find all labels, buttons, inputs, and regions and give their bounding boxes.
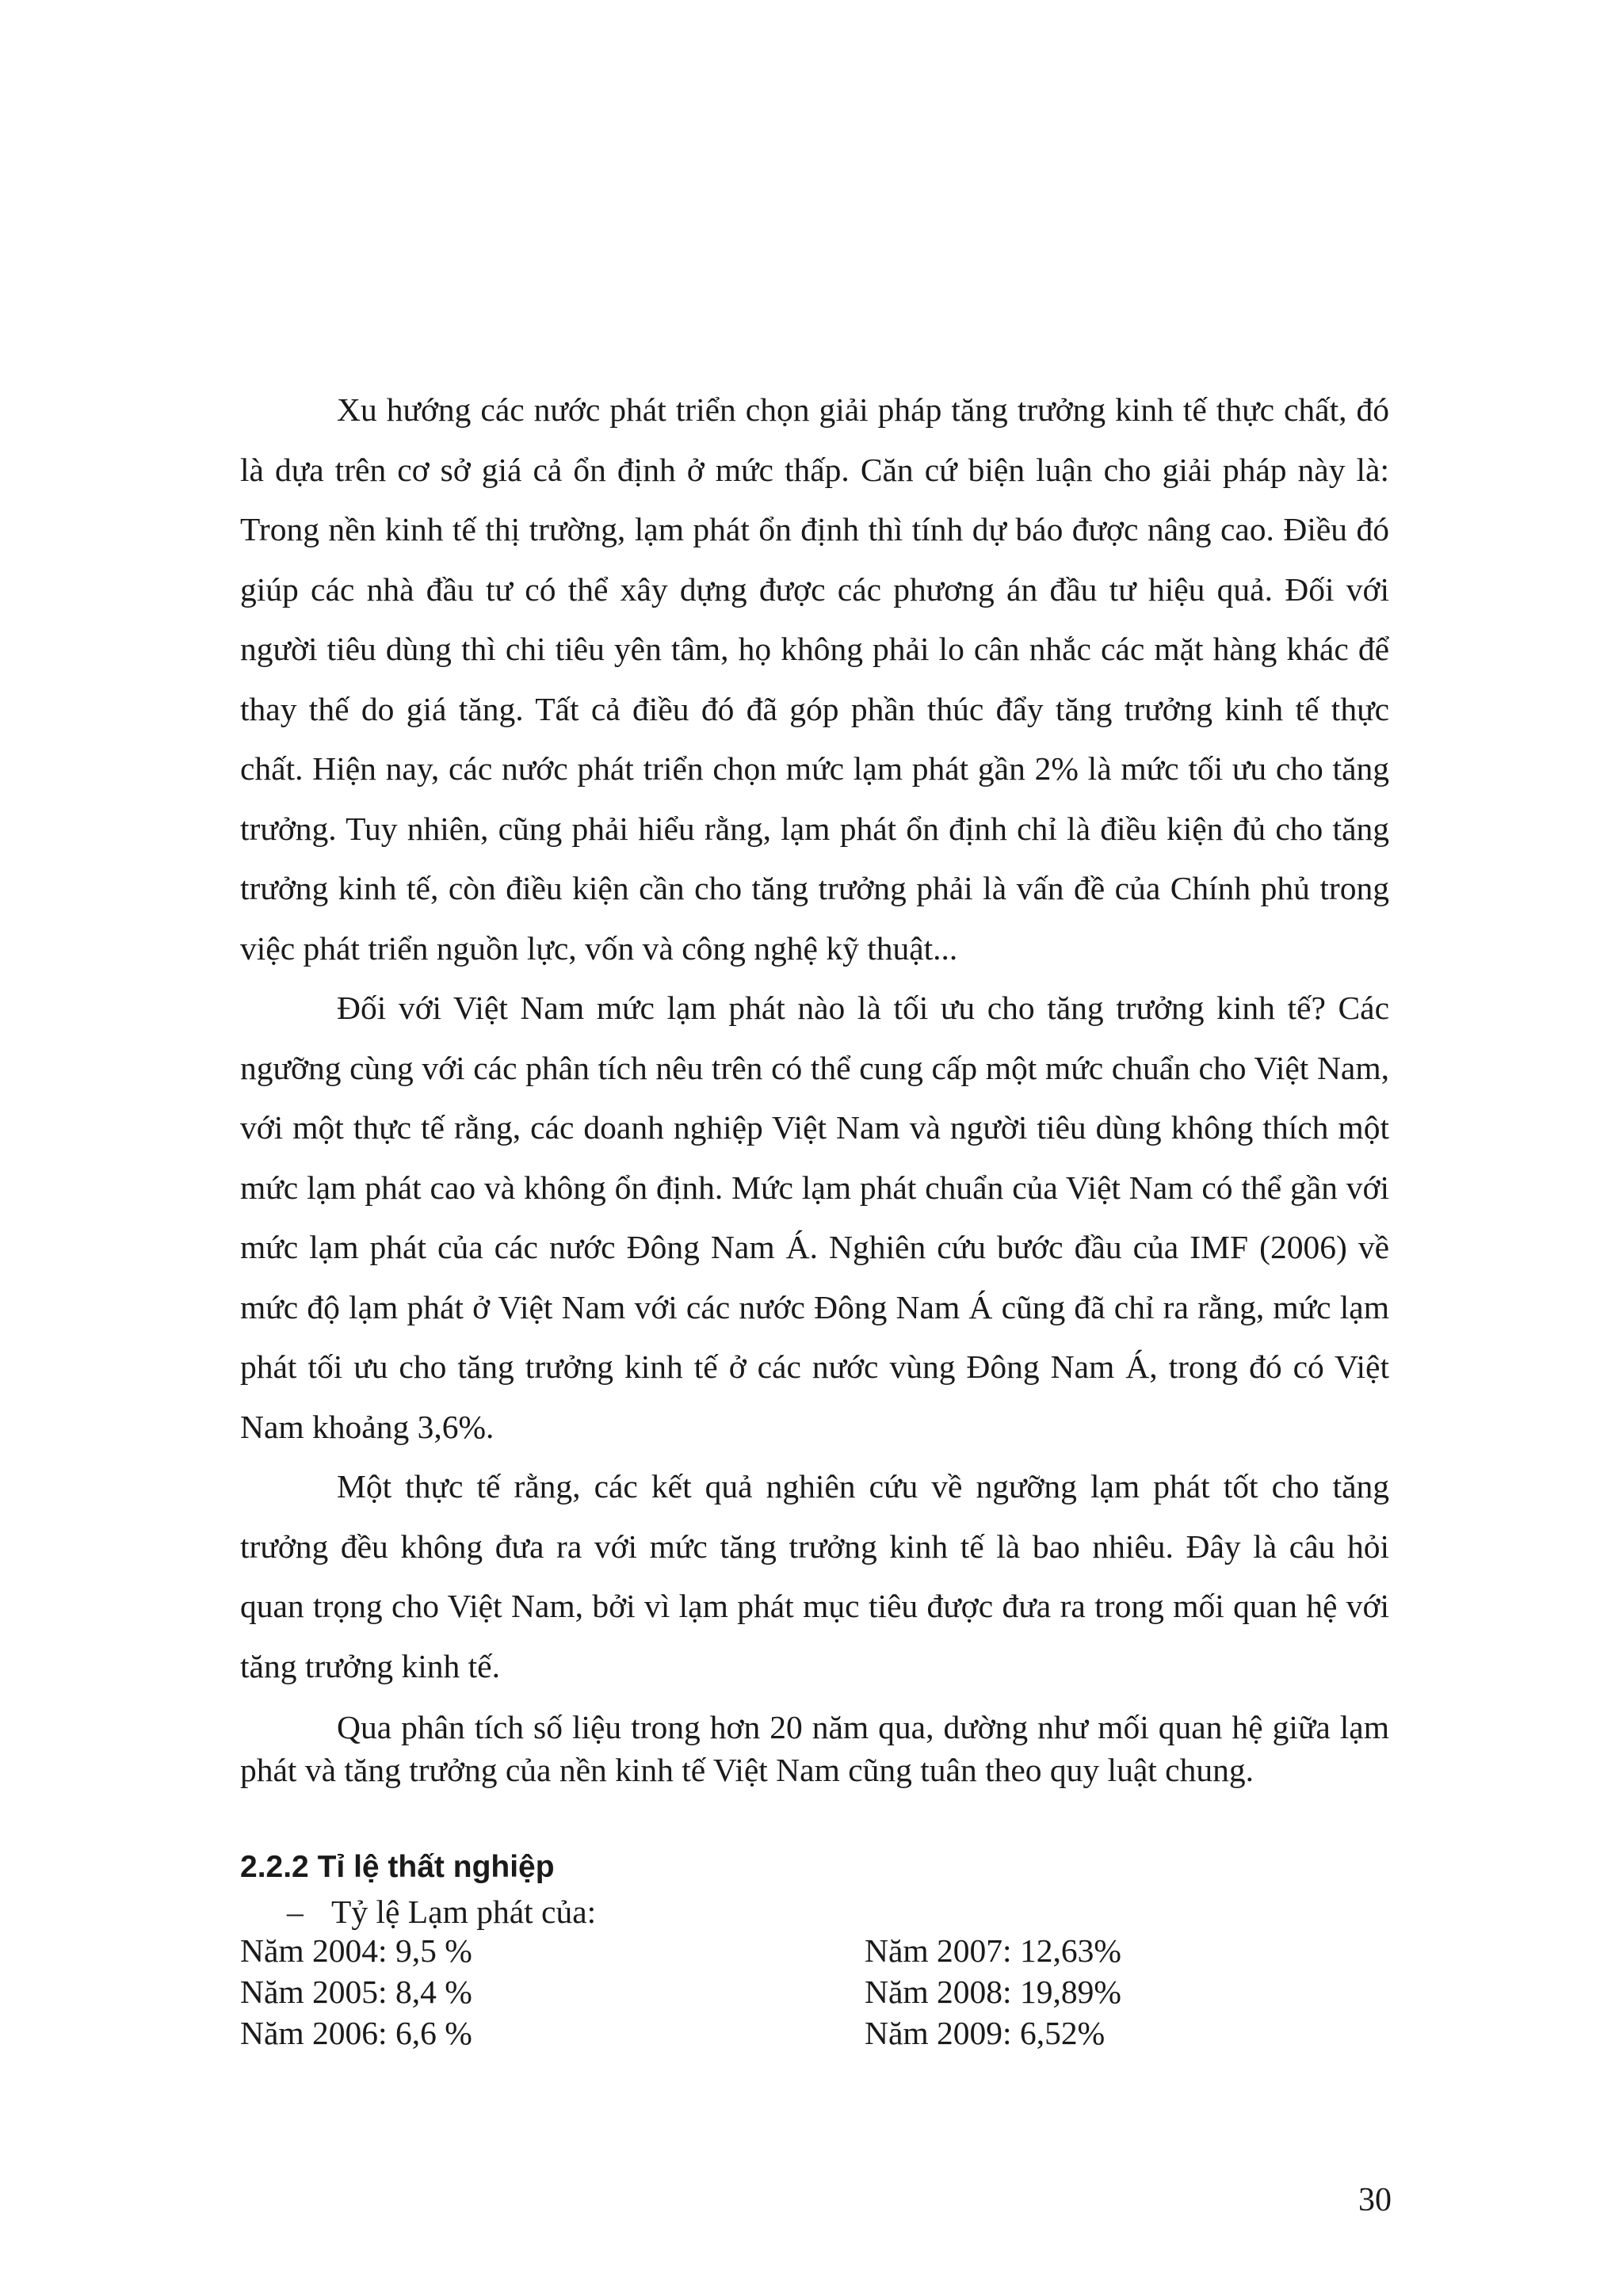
stat-left: Năm 2006: 6,6 %: [240, 2015, 472, 2051]
stat-right: Năm 2009: 6,52%: [865, 2015, 1106, 2051]
stat-right: Năm 2007: 12,63%: [865, 1932, 1121, 1969]
paragraph-4: Qua phân tích số liệu trong hơn 20 năm qua, dường như mối quan hệ giữa lạm phát và tăng trưởng của nền kinh tế Việt Nam cũng tuân theo quy luật chung.: [240, 1709, 1389, 1788]
stat-row: [240, 2012, 1350, 2054]
section-heading: 2.2.2 Tỉ lệ thất nghiệp: [240, 1850, 555, 1884]
stat-row: [240, 1971, 1350, 2012]
stat-left: Năm 2005: 8,4 %: [240, 1974, 472, 2010]
bullet-item: [287, 1892, 596, 1932]
paragraph-2: Đối với Việt Nam mức lạm phát nào là tối ưu cho tăng trưởng kinh tế? Các ngưỡng cùng với các phân tích nêu trên có thể cung cấp một mức chuẩn cho Việt Nam, với một thực tế rằng, các doanh nghiệp Việt Nam và người tiêu dùng không thích một mức lạm phát cao và không ổn định. Mức lạm phát chuẩn của Việt Nam có thể gần với mức lạm phát của các nước Đông Nam Á. Nghiên cứu bước đầu của IMF (2006) về mức độ lạm phát ở Việt Nam với các nước Đông Nam Á cũng đã chỉ ra rằng, mức lạm phát tối ưu cho tăng trưởng kinh tế ở các nước vùng Đông Nam Á, trong đó có Việt Nam khoảng 3,6%.: [240, 990, 1389, 1445]
stat-right: Năm 2008: 19,89%: [865, 1974, 1121, 2010]
paragraph-3: Một thực tế rằng, các kết quả nghiên cứu về ngưỡng lạm phát tốt cho tăng trưởng đều không đưa ra với mức tăng trưởng kinh tế là bao nhiêu. Đây là câu hỏi quan trọng cho Việt Nam, bởi vì lạm phát mục tiêu được đưa ra trong mối quan hệ với tăng trưởng kinh tế.: [240, 1468, 1389, 1684]
inflation-stats: [240, 1930, 1350, 2054]
page-number: 30: [1358, 2182, 1392, 2218]
stat-row: [240, 1930, 1350, 1971]
paragraph-1: Xu hướng các nước phát triển chọn giải pháp tăng trưởng kinh tế thực chất, đó là dựa trên cơ sở giá cả ổn định ở mức thấp. Căn cứ biện luận cho giải pháp này là: Trong nền kinh tế thị trường, lạm phát ổn định thì tính dự báo được nâng cao. Điều đó giúp các nhà đầu tư có thể xây dựng được các phương án đầu tư hiệu quả. Đối với người tiêu dùng thì chi tiêu yên tâm, họ không phải lo cân nhắc các mặt hàng khác để thay thế do giá tăng. Tất cả điều đó đã góp phần thúc đẩy tăng trưởng kinh tế thực chất. Hiện nay, các nước phát triển chọn mức lạm phát gần 2% là mức tối ưu cho tăng trưởng. Tuy nhiên, cũng phải hiểu rằng, lạm phát ổn định chỉ là điều kiện đủ cho tăng trưởng kinh tế, còn điều kiện cần cho tăng trưởng phải là vấn đề của Chính phủ trong việc phát triển nguồn lực, vốn và công nghệ kỹ thuật...: [240, 391, 1389, 967]
body-text: [240, 380, 1389, 1791]
bullet-text: Tỷ lệ Lạm phát của:: [331, 1894, 597, 1930]
dash-bullet-icon: –: [287, 1894, 304, 1930]
stat-left: Năm 2004: 9,5 %: [240, 1932, 472, 1969]
